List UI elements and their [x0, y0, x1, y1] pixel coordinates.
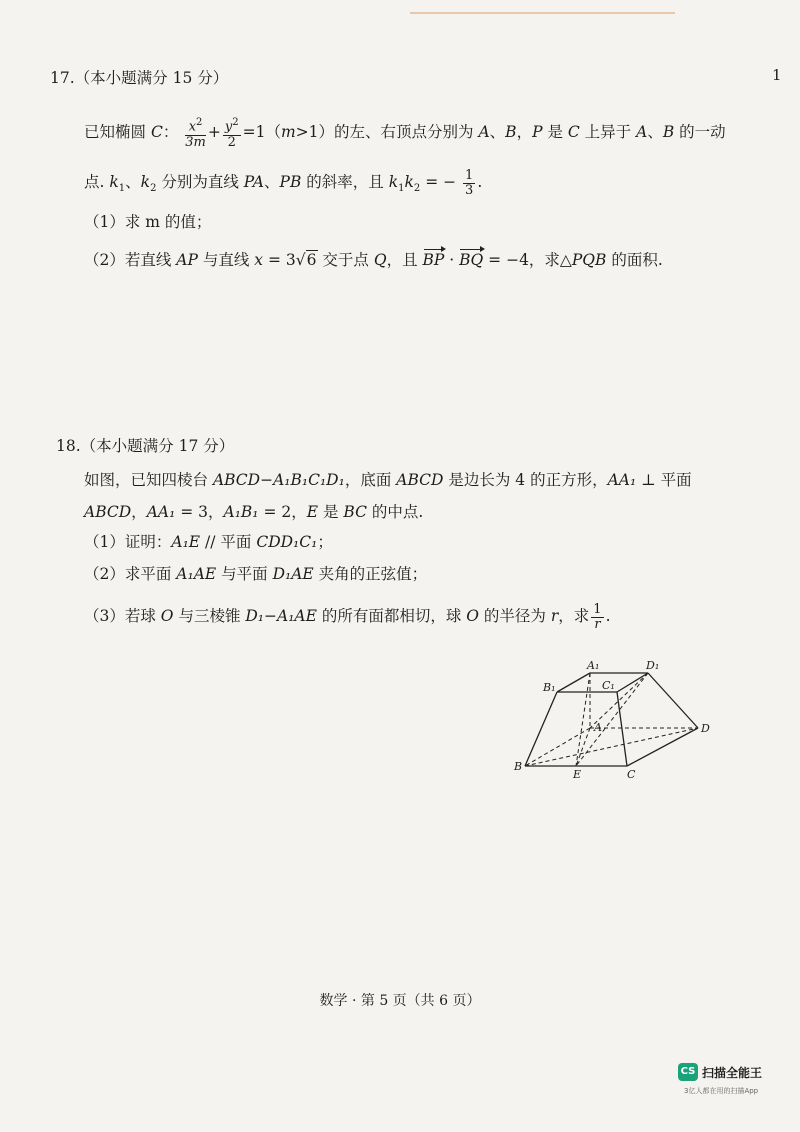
var-PB: PB	[279, 173, 302, 191]
text: （1）证明：	[84, 533, 172, 551]
var-C: C	[567, 123, 580, 141]
edge-DD1	[648, 673, 698, 728]
text: 是边长为 4 的正方形，	[443, 471, 608, 489]
text: >1）的左、右顶点分别为	[295, 123, 479, 141]
text: 的中点.	[366, 503, 424, 521]
var-C: C	[150, 123, 163, 141]
frustum-name: ABCD−A₁B₁C₁D₁	[212, 471, 345, 489]
text: 、	[264, 173, 280, 191]
exp: 2	[232, 117, 239, 129]
text: 是	[318, 503, 344, 521]
text: ·	[444, 251, 460, 269]
var-B: B	[505, 123, 517, 141]
var-k: k	[404, 173, 414, 191]
label-A1: A₁	[587, 659, 600, 672]
var-ABCD: ABCD	[396, 471, 444, 489]
var-A: A	[636, 123, 648, 141]
var-A1B1: A₁B₁	[223, 503, 259, 521]
text: ，底面	[344, 471, 397, 489]
text: = −	[420, 173, 462, 191]
fraction-1-3	[463, 169, 475, 198]
var-PA: PA	[243, 173, 264, 191]
sub: 1	[398, 183, 405, 195]
corner-mark: 1	[772, 66, 782, 84]
var-A1E: A₁E	[171, 533, 201, 551]
text: 夹角的正弦值；	[313, 565, 428, 583]
text: = 3	[263, 251, 296, 269]
q18-part2	[84, 564, 427, 584]
label-C: C	[627, 768, 636, 781]
text: ，	[131, 503, 147, 521]
label-D1: D₁	[646, 659, 660, 672]
edge-CC1	[617, 692, 627, 766]
var-plane1: A₁AE	[176, 565, 217, 583]
edge-BB1	[525, 692, 557, 766]
seg-D1A	[590, 673, 648, 728]
var-ABCD: ABCD	[84, 503, 132, 521]
text: 交于点	[317, 251, 374, 269]
text: ，	[516, 123, 533, 141]
page-footer: 数学 · 第 5 页（共 6 页）	[319, 993, 481, 1009]
q18-line1	[84, 470, 692, 490]
var-P: P	[532, 123, 543, 141]
plus: +	[207, 123, 221, 141]
frac-den: 3m	[185, 134, 206, 150]
var-plane: CDD₁C₁	[256, 533, 318, 551]
top-edge-line	[410, 12, 675, 14]
q17-part1: （1）求 m 的值；	[84, 213, 212, 231]
vector-BQ: BQ	[459, 251, 484, 269]
edge-AB	[525, 728, 590, 766]
text: 与平面	[216, 565, 273, 583]
edge-A1B1	[557, 673, 590, 692]
q18-line2	[84, 502, 423, 522]
q18-part3	[84, 596, 611, 636]
var-PQB: PQB	[571, 251, 607, 269]
sqrt-sign: √	[295, 251, 306, 269]
label-D: D	[701, 722, 710, 735]
var-BC: BC	[343, 503, 367, 521]
text: 、	[489, 123, 506, 141]
var-O: O	[160, 607, 174, 625]
var-E: E	[306, 503, 319, 521]
var-tetrahedron: D₁−A₁AE	[245, 607, 317, 625]
text: ，求	[558, 607, 590, 625]
text: 已知椭圆	[84, 123, 151, 141]
text: .	[605, 607, 611, 625]
text: 的半径为	[479, 607, 551, 625]
text: （2）求平面	[84, 565, 177, 583]
var-m: m	[280, 123, 296, 141]
q17-part2	[84, 250, 663, 270]
var-k: k	[140, 173, 151, 191]
q17-header: 17.（本小题满分 15 分）	[50, 69, 229, 87]
var-AA1: AA₁	[607, 471, 637, 489]
fraction-x2-3m	[185, 116, 206, 149]
frac-den: 3	[465, 182, 474, 198]
frac-num: y	[224, 119, 233, 135]
text: 点.	[84, 173, 110, 191]
var-B: B	[662, 123, 675, 141]
edge-C1D1	[617, 673, 648, 692]
var-k: k	[388, 173, 399, 191]
text: 如图，已知四棱台	[84, 471, 213, 489]
sub: 2	[150, 183, 157, 195]
q18-header: 18.（本小题满分 17 分）	[56, 437, 235, 455]
frac-den: 2	[227, 134, 236, 150]
frac-num: 1	[465, 167, 474, 183]
frustum-figure	[505, 655, 725, 785]
text: 与三棱锥	[173, 607, 246, 625]
q17-line2	[84, 162, 482, 209]
text: ，且	[386, 251, 423, 269]
var-AA1: AA₁	[146, 503, 176, 521]
sqrt-radicand: 6	[306, 251, 317, 269]
text: 、	[125, 173, 141, 191]
text: // 平面	[200, 533, 257, 551]
text: ；	[317, 533, 333, 551]
seg-AE	[576, 728, 590, 766]
var-plane2: D₁AE	[272, 565, 314, 583]
watermark-subtitle: 3亿人都在用的扫描App	[684, 1087, 759, 1095]
q18-part1	[84, 532, 333, 552]
var-O: O	[466, 607, 479, 625]
text: 与直线	[197, 251, 255, 269]
sub: 1	[118, 183, 126, 195]
fraction-1-r	[591, 603, 603, 632]
sub: 2	[413, 183, 421, 195]
edge-CD	[627, 728, 698, 766]
var-AP: AP	[176, 251, 198, 269]
var-Q: Q	[373, 251, 387, 269]
frac-num: x	[188, 119, 197, 135]
label-E: E	[573, 768, 582, 781]
text: .	[477, 173, 483, 191]
var-A: A	[478, 123, 490, 141]
text: = −4，求△	[483, 251, 572, 269]
frac-den: r	[594, 616, 601, 632]
q17-line1	[84, 112, 726, 152]
text: （2）若直线	[84, 251, 177, 269]
text: 的斜率，且	[301, 173, 389, 191]
label-C1: C₁	[602, 679, 615, 692]
text: 分别为直线	[156, 173, 244, 191]
label-B: B	[514, 760, 523, 773]
camscanner-logo-icon: CS	[678, 1063, 698, 1081]
frac-num: 1	[593, 601, 602, 617]
fraction-y2-2	[223, 116, 241, 149]
text: 的面积.	[606, 251, 663, 269]
text: 上异于	[579, 123, 637, 141]
var-k: k	[109, 173, 119, 191]
label-A: A	[594, 721, 602, 734]
vector-BP: BP	[422, 251, 445, 269]
text: （3）若球	[84, 607, 161, 625]
text: 是	[542, 123, 568, 141]
seg-BD	[525, 728, 698, 766]
text: ：	[162, 123, 179, 141]
exp: 2	[196, 117, 203, 129]
text: ⊥ 平面	[636, 471, 692, 489]
text: = 2，	[258, 503, 307, 521]
text: =1（	[242, 123, 281, 141]
text: = 3，	[175, 503, 224, 521]
watermark-title: 扫描全能王	[702, 1066, 763, 1080]
label-B1: B₁	[543, 681, 556, 694]
var-x: x	[254, 251, 264, 269]
text: 、	[647, 123, 663, 141]
text: 的一动	[674, 123, 726, 141]
var-r: r	[550, 607, 559, 625]
text: 的所有面都相切，球	[316, 607, 467, 625]
